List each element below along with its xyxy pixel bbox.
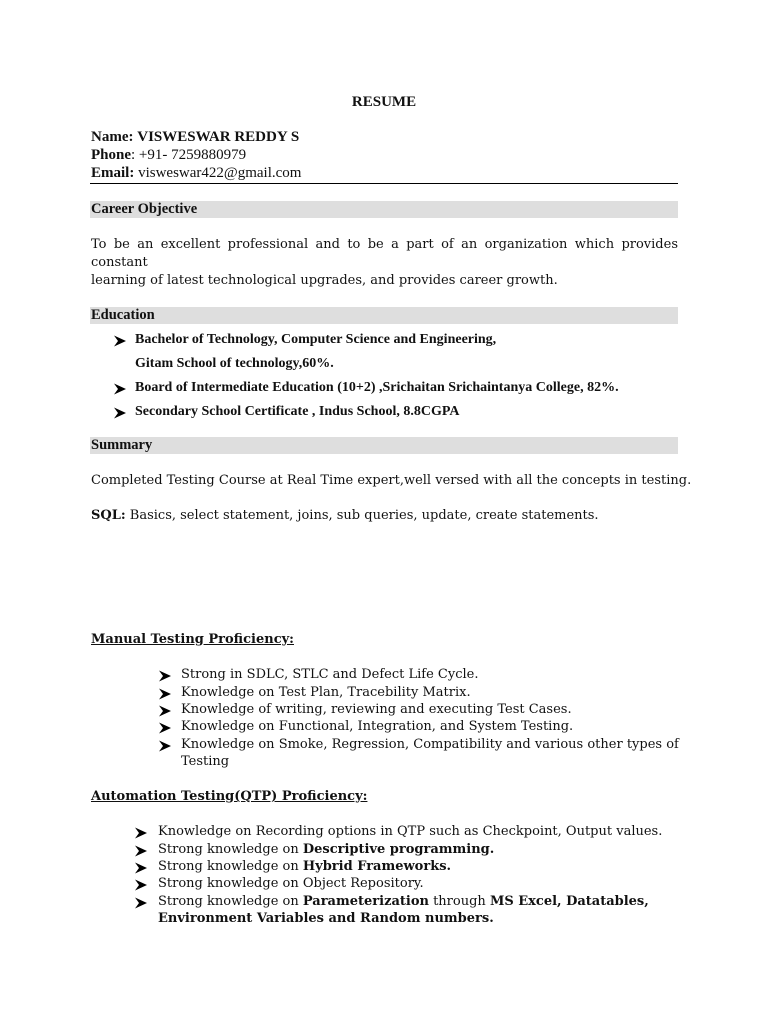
page-title: RESUME [351,94,417,110]
education-heading-band [90,307,678,324]
phone-line [91,147,246,164]
summary-text: Completed Testing Course at Real Time expert,well versed with all the concepts in testing. [91,473,692,488]
automation-item-5-text: Strong knowledge on [158,894,303,909]
summary-heading: Summary [91,437,153,453]
name-value: VISWESWAR REDDY S [137,129,300,145]
automation-item-5-mid: through [428,894,490,909]
arrow-bullet-icon [158,740,172,752]
manual-item-4: Knowledge on Functional, Integration, and System Testing. [181,719,574,734]
automation-item-4: Strong knowledge on Object Repository. [158,876,424,891]
career-objective-heading: Career Objective [91,201,198,217]
automation-item-2-bold: Descriptive programming. [302,842,495,857]
career-objective-heading-band [90,201,678,218]
arrow-bullet-icon [158,705,172,717]
header-divider [90,183,678,184]
automation-item-2-text: Strong knowledge on [158,842,303,857]
email-line [91,165,301,182]
education-item-3: Secondary School Certificate , Indus School, 8.8CGPA [135,404,460,419]
arrow-bullet-icon [134,827,148,839]
arrow-bullet-icon [113,407,127,419]
sql-line [91,508,599,523]
arrow-bullet-icon [158,688,172,700]
automation-item-3 [158,859,451,874]
email-label: Email: [91,165,135,181]
phone-value: : +91- 7259880979 [131,147,247,163]
automation-item-5 [158,894,649,909]
arrow-bullet-icon [134,897,148,909]
career-objective-line-2: learning of latest technological upgrades, and provides career growth. [91,273,558,288]
automation-item-5-continued [158,911,494,926]
phone-label: Phone [91,147,132,163]
automation-item-2 [158,842,494,857]
arrow-bullet-icon [113,335,127,347]
manual-item-2: Knowledge on Test Plan, Tracebility Matrix. [181,685,471,700]
manual-item-3: Knowledge of writing, reviewing and executing Test Cases. [181,702,572,717]
automation-item-1: Knowledge on Recording options in QTP such as Checkpoint, Output values. [158,824,663,839]
education-heading: Education [91,307,155,323]
arrow-bullet-icon [134,879,148,891]
name-label: Name: [91,129,134,145]
arrow-bullet-icon [134,845,148,857]
summary-heading-band [90,437,678,454]
manual-testing-heading: Manual Testing Proficiency: [91,632,294,647]
automation-item-5-line-2: Environment Variables and Random numbers. [158,911,494,926]
career-objective-text [91,236,678,290]
education-item-1-line-2: Gitam School of technology,60%. [135,356,334,371]
automation-item-5-bold-1: Parameterization [302,894,429,909]
automation-item-3-bold: Hybrid Frameworks. [302,859,452,874]
manual-item-5: Knowledge on Smoke, Regression, Compatibility and various other types of [181,737,679,752]
career-objective-line-1: To be an excellent professional and to be a part of an organization which provides constant [91,237,678,270]
automation-item-5-bold-2: MS Excel, Datatables, [489,894,649,909]
automation-testing-heading: Automation Testing(QTP) Proficiency: [91,789,368,804]
manual-item-1: Strong in SDLC, STLC and Defect Life Cycle. [181,667,479,682]
arrow-bullet-icon [113,383,127,395]
education-item-1-line-1: Bachelor of Technology, Computer Science and Engineering, [135,332,497,347]
automation-item-3-text: Strong knowledge on [158,859,303,874]
arrow-bullet-icon [158,722,172,734]
manual-item-5-continued: Testing [181,754,230,769]
email-value: visweswar422@gmail.com [138,165,302,181]
sql-label: SQL: [91,508,126,523]
sql-text: Basics, select statement, joins, sub queries, update, create statements. [125,508,599,523]
arrow-bullet-icon [134,862,148,874]
arrow-bullet-icon [158,670,172,682]
education-item-2: Board of Intermediate Education (10+2) ,Srichaitan Srichaintanya College, 82%. [135,380,619,395]
name-line [91,129,299,146]
